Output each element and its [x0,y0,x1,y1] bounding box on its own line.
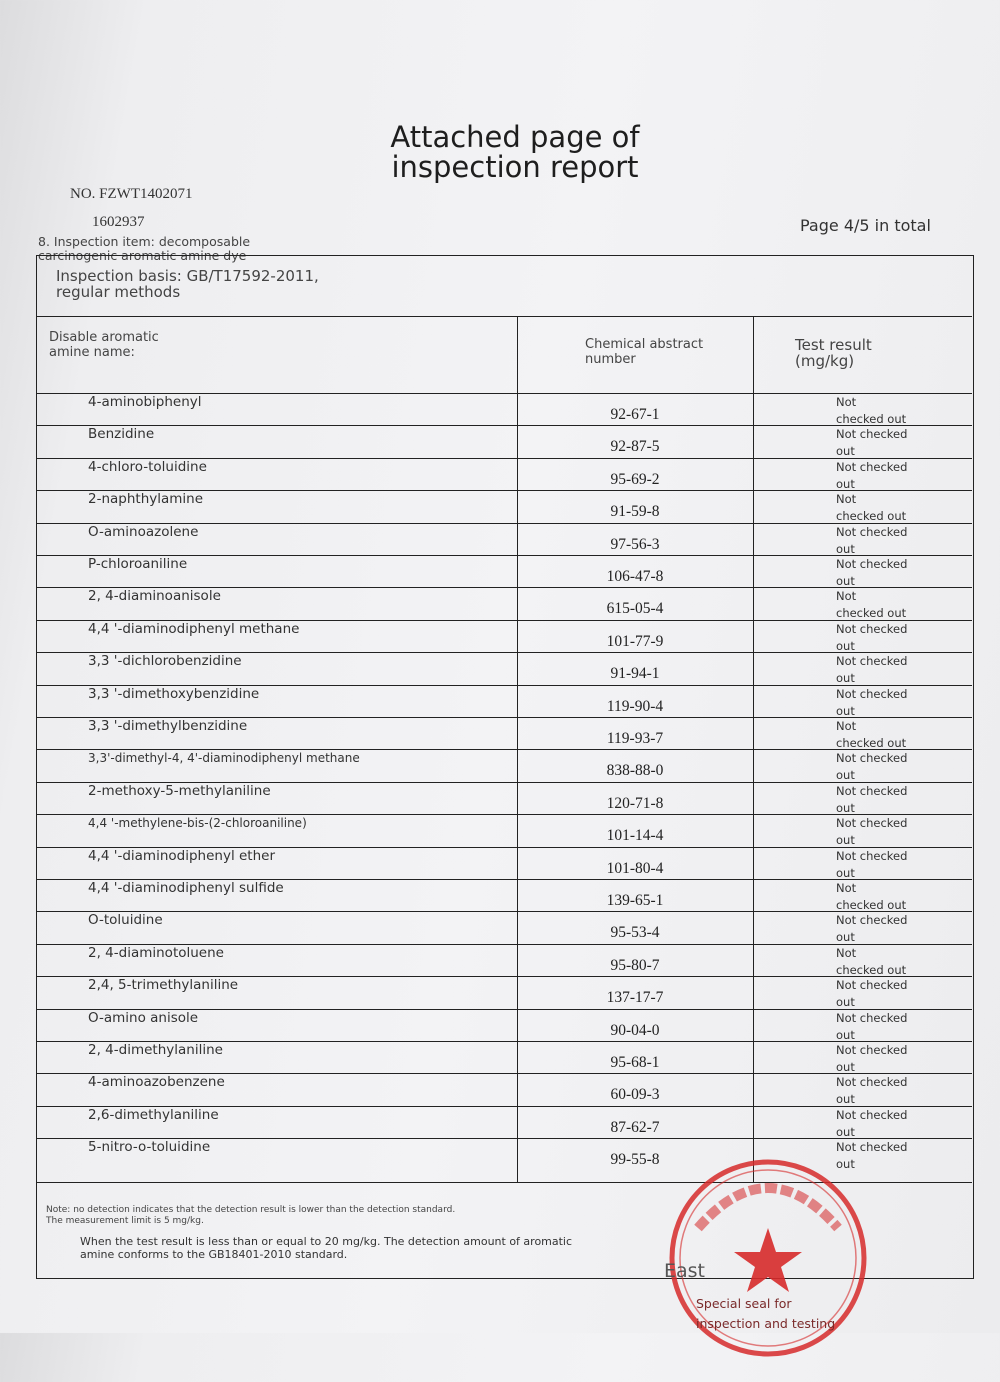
test-result-line-1: Not checked [836,557,908,571]
cas-number: 91-94-1 [610,665,660,683]
cas-number: 97-56-3 [610,535,660,553]
cas-number: 120-71-8 [606,794,664,812]
cas-number: 87-62-7 [610,1118,660,1136]
cas-number: 615-05-4 [606,600,664,618]
test-result-line-1: Not checked [836,783,908,798]
column-header-cas-line-2: number [585,352,636,367]
test-result-line-1: Not checked [836,1075,908,1090]
test-result-line-2: out [836,541,855,556]
test-result [836,653,946,687]
test-result [836,459,946,493]
amine-name: 2-naphthylamine [88,491,204,508]
test-result-line-1: Not checked [836,427,908,442]
amine-name: 4,4 '-diaminodiphenyl ether [88,847,276,864]
test-result [836,621,946,655]
test-result-line-1: Not checked [836,751,908,766]
amine-name: O-aminoazolene [88,523,199,540]
test-result-line-1: Not checked [836,621,908,636]
test-result-line-2: checked out [836,606,907,621]
test-result-line-2: checked out [836,412,907,426]
test-result [836,1042,946,1076]
test-result-line-1: Not [836,945,857,960]
inspection-seal [664,1158,888,1378]
test-result [836,783,946,817]
amine-name: 2,6-dimethylaniline [88,1106,219,1123]
amine-name: O-amino anisole [88,1009,199,1026]
cas-number: 838-88-0 [606,762,664,780]
amine-name: 2,4, 5-trimethylaniline [88,977,239,994]
test-result [836,1074,946,1108]
test-result [836,588,946,622]
test-result [836,394,946,428]
amine-name: 2-methoxy-5-methylaniline [88,782,271,799]
test-result-line-2: out [836,930,855,945]
table-divider [36,316,972,317]
test-result [836,880,946,914]
cas-number: 99-55-8 [610,1151,660,1169]
cas-number: 95-69-2 [610,470,660,488]
test-result [836,491,946,525]
amine-name: 3,3'-dimethyl-4, 4'-diaminodiphenyl methane [88,751,360,766]
amine-name: 2, 4-diaminoanisole [88,588,221,605]
test-result [836,945,946,979]
inspection-basis-line-1: Inspection basis: GB/T17592-2011, [56,267,319,285]
row-divider [36,814,972,815]
test-result [836,524,946,558]
report-number: NO. FZWT1402071 [70,186,193,202]
amine-name: 2, 4-dimethylaniline [88,1042,223,1058]
test-result-line-2: out [836,476,855,491]
amine-name: O-toluidine [88,912,163,929]
title-line-1: Attached page of [390,120,640,154]
test-result-line-2: checked out [836,509,907,524]
amine-name: 5-nitro-o-toluidine [88,1139,211,1156]
page-title [360,122,670,182]
report-number-2: 1602937 [92,214,145,230]
inspection-item-line-1: 8. Inspection item: decomposable [38,234,251,249]
cas-number: 119-93-7 [606,730,664,747]
test-result [836,556,946,590]
amine-name: 4-chloro-toluidine [88,458,207,475]
test-result-line-2: out [836,671,855,686]
test-result-line-1: Not checked [836,1010,908,1025]
cas-number: 90-04-0 [610,1021,660,1039]
seal-text-east: East [664,1260,705,1282]
cas-number: 60-09-3 [610,1086,660,1104]
cas-number: 101-14-4 [606,827,664,845]
column-header-result-line-2: (mg/kg) [795,352,855,370]
test-result-line-1: Not checked [836,1043,908,1057]
test-result-line-1: Not checked [836,848,908,863]
column-header-cas-line-1: Chemical abstract [585,337,704,352]
test-result-line-1: Not checked [836,1107,908,1122]
cas-number: 95-80-7 [610,956,660,974]
cas-number: 92-87-5 [610,438,660,456]
test-result-line-2: checked out [836,962,907,977]
footnote-detection: Note: no detection indicates that the detection result is lower than the detection standard. The measurement limit is 5 mg/kg. [46,1205,456,1226]
test-result-line-1: Not [836,492,857,507]
test-result [836,977,946,1011]
test-result-line-2: out [836,1124,855,1139]
test-result-line-2: out [836,1092,855,1107]
amine-name: 3,3 '-dichlorobenzidine [88,653,242,670]
amine-name: 4-aminobiphenyl [88,394,202,410]
footnote-standard: When the test result is less than or equal to 20 mg/kg. The detection amount of aromatic amine conforms to the GB18401-2010 standard. [80,1235,573,1261]
cas-number: 106-47-8 [606,568,664,585]
test-result-line-2: out [836,1157,855,1172]
test-result-line-1: Not [836,719,857,733]
column-header-name [49,330,249,360]
test-result-line-2: out [836,703,855,718]
inspection-item-line-2: carcinogenic aromatic amine dye [38,248,247,263]
test-result-line-1: Not checked [836,1140,908,1155]
test-result-line-1: Not checked [836,524,908,539]
test-result [836,1107,946,1141]
amine-name: 4,4 '-diaminodiphenyl methane [88,620,300,637]
amine-name: 4,4 '-methylene-bis-(2-chloroaniline) [88,816,307,831]
test-result-line-1: Not checked [836,816,908,831]
test-result-line-2: out [836,638,855,653]
cas-number: 137-17-7 [606,989,664,1007]
test-result-line-1: Not checked [836,978,908,993]
test-result-line-2: out [836,995,855,1010]
cas-number: 101-77-9 [606,632,664,650]
amine-name: 2, 4-diaminotoluene [88,944,224,961]
amine-name: 4,4 '-diaminodiphenyl sulfide [88,880,284,896]
cas-number: 119-90-4 [606,697,664,715]
seal-text-inspection: inspection and testing [696,1316,836,1331]
cas-number: 92-67-1 [610,406,660,423]
row-divider [36,911,972,912]
row-divider [36,749,972,750]
test-result [836,815,946,849]
column-header-name-line-2: amine name: [49,345,135,360]
test-result [836,426,946,460]
page-indicator: Page 4/5 in total [800,216,931,235]
test-result [836,1010,946,1044]
test-result-line-2: out [836,865,855,880]
test-result [836,912,946,946]
cas-number: 95-53-4 [610,924,660,942]
column-header-result-line-1: Test result [795,336,872,354]
test-result [836,848,946,882]
test-result [836,750,946,784]
inspection-basis-line-2: regular methods [56,283,181,301]
column-header-name-line-1: Disable aromatic [49,330,159,345]
test-result-line-2: checked out [836,736,907,750]
test-result-line-1: Not [836,395,857,409]
title-line-2: inspection report [391,150,639,184]
amine-name: Benzidine [88,426,155,443]
column-header-result [795,337,955,369]
test-result-line-2: out [836,1060,855,1074]
cas-number: 101-80-4 [606,859,664,877]
amine-name: 3,3 '-dimethylbenzidine [88,718,248,734]
test-result-line-2: out [836,444,855,459]
cas-number: 139-65-1 [606,892,664,909]
amine-name: 3,3 '-dimethoxybenzidine [88,685,260,702]
test-result [836,718,946,752]
test-result-line-1: Not checked [836,913,908,928]
column-header-cas [585,337,745,367]
test-result-line-1: Not checked [836,459,908,474]
amine-name: 4-aminoazobenzene [88,1074,225,1091]
test-result-line-2: out [836,800,855,815]
row-divider [36,425,972,426]
cas-number: 95-68-1 [610,1054,660,1071]
cas-number: 91-59-8 [610,503,660,521]
test-result-line-2: out [836,574,855,588]
test-result-line-2: checked out [836,898,907,912]
test-result-line-2: out [836,833,855,848]
amine-name: P-chloroaniline [88,556,188,572]
test-result-line-2: out [836,1027,855,1042]
test-result-line-1: Not [836,881,857,895]
seal-text-special: Special seal for [696,1296,792,1311]
test-result-line-1: Not checked [836,686,908,701]
test-result [836,686,946,720]
test-result-line-2: out [836,768,855,783]
test-result-line-1: Not [836,589,857,604]
test-result-line-1: Not checked [836,654,908,669]
